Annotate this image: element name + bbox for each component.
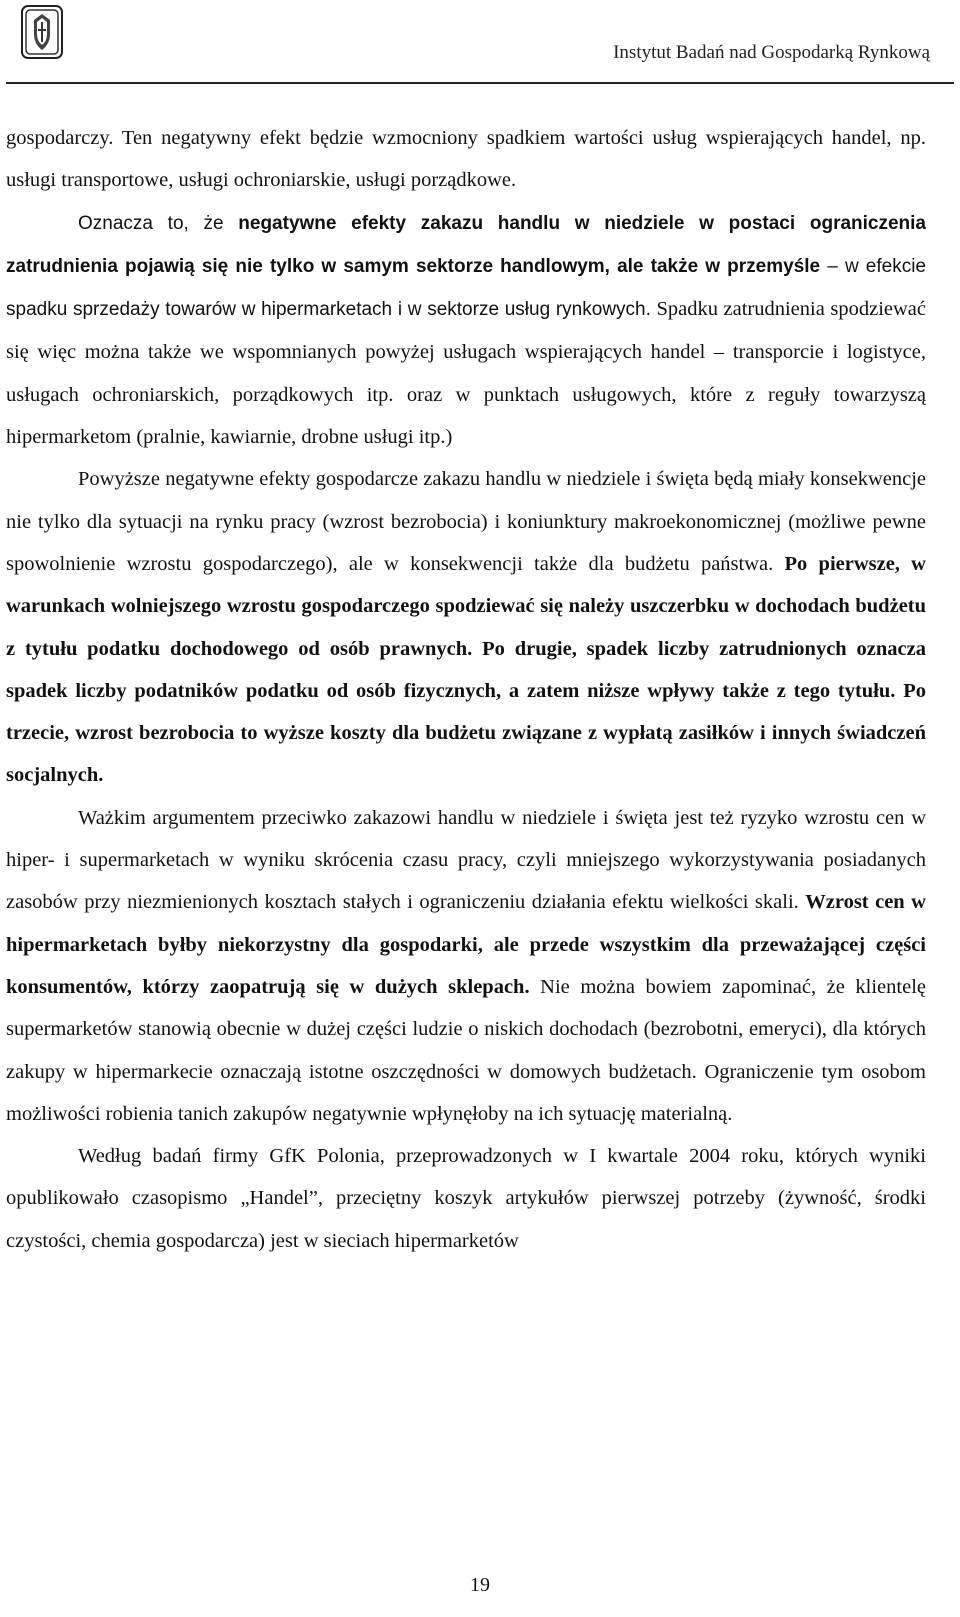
header-rule bbox=[6, 82, 954, 84]
text-run: Powyższe negatywne efekty gospodarcze zakazu handlu w niedziele i święta będą miały konsekwencje nie tylko dla sytuacji na rynku pracy (wzrost bezrobocia) i koniunktury makroekonomicznej (możliwe pewne spowolnienie wzrostu gospodarczego), ale w konsekwencji także dla budżetu państwa. bbox=[6, 468, 926, 575]
text-run: Ważkim argumentem przeciwko zakazowi handlu w niedziele i święta jest też ryzyko wzrostu cen w hiper- i supermarketach w wyniku skrócenia czasu pracy, czyli mniejszego wykorzystywania posiadanych zasobów przy niezmienionych kosztach stałych i ograniczeniu działania efektu wielkości skali. bbox=[6, 806, 926, 914]
page-number: 19 bbox=[470, 1574, 490, 1596]
document-body bbox=[6, 117, 926, 1262]
paragraph bbox=[6, 797, 926, 1135]
text-run: Oznacza to, że bbox=[78, 212, 239, 234]
bold-text: Po pierwsze, w warunkach wolniejszego wzrostu gospodarczego spodziewać się należy uszczerbku w dochodach budżetu z tytułu podatku dochodowego od osób prawnych. Po drugie, spadek liczby zatrudnionych oznacza spadek liczby podatników podatku od osób fizycznych, a zatem niższe wpływy także z tego tytułu. Po trzecie, wzrost bezrobocia to wyższe koszty dla budżetu związane z wypłatą zasiłków i innych świadczeń socjalnych. bbox=[6, 552, 926, 787]
text-run: gospodarczy. Ten negatywny efekt będzie wzmocniony spadkiem wartości usług wspierających handel, np. usługi transportowe, usługi ochroniarskie, usługi porządkowe. bbox=[6, 127, 926, 192]
text-run: Nie można bowiem zapominać, że klientelę supermarketów stanowią obecnie w dużej części ludzie o niskich dochodach (bezrobotni, emeryci), dla których zakupy w hipermarkecie oznaczają istotne oszczędności w domowych budżetach. Ograniczenie tym osobom możliwości robienia tanich zakupów negatywnie wpłynęłoby na ich sytuację materialną. bbox=[6, 975, 926, 1125]
paragraph bbox=[6, 202, 926, 459]
text-run: – w efekcie spadku sprzedaży towarów w hipermarketach i w sektorze usług rynkowych. bbox=[6, 255, 927, 321]
bold-text: negatywne efekty zakazu handlu w niedziele w postaci ograniczenia zatrudnienia pojawią się nie tylko w samym sektorze handlowym, ale także w przemyśle bbox=[6, 212, 926, 277]
institute-name: Instytut Badań nad Gospodarką Rynkową bbox=[613, 42, 930, 63]
text-run: Według badań firmy GfK Polonia, przeprowadzonych w I kwartale 2004 roku, których wyniki opublikowało czasopismo „Handel”, przeciętny koszyk artykułów pierwszej potrzeby (żywność, środki czystości, chemia gospodarcza) jest w sieciach hipermarketów bbox=[6, 1145, 926, 1252]
paragraph bbox=[6, 1135, 926, 1262]
paragraph bbox=[6, 117, 926, 202]
bold-text: Wzrost cen w hipermarketach byłby niekorzystny dla gospodarki, ale przede wszystkim dla przeważającej części konsumentów, którzy zaopatrują się w dużych sklepach. bbox=[6, 891, 926, 998]
paragraph bbox=[6, 458, 926, 796]
institute-crest-icon bbox=[20, 4, 64, 60]
text-run: Spadku zatrudnienia spodziewać się więc można także we wspomnianych powyżej usługach wspierających handel – transporcie i logistyce, usługach ochroniarskich, porządkowych itp. oraz w punktach usługowych, które z reguły towarzyszą hipermarketom (pralnie, kawiarnie, drobne usługi itp.) bbox=[6, 298, 926, 449]
